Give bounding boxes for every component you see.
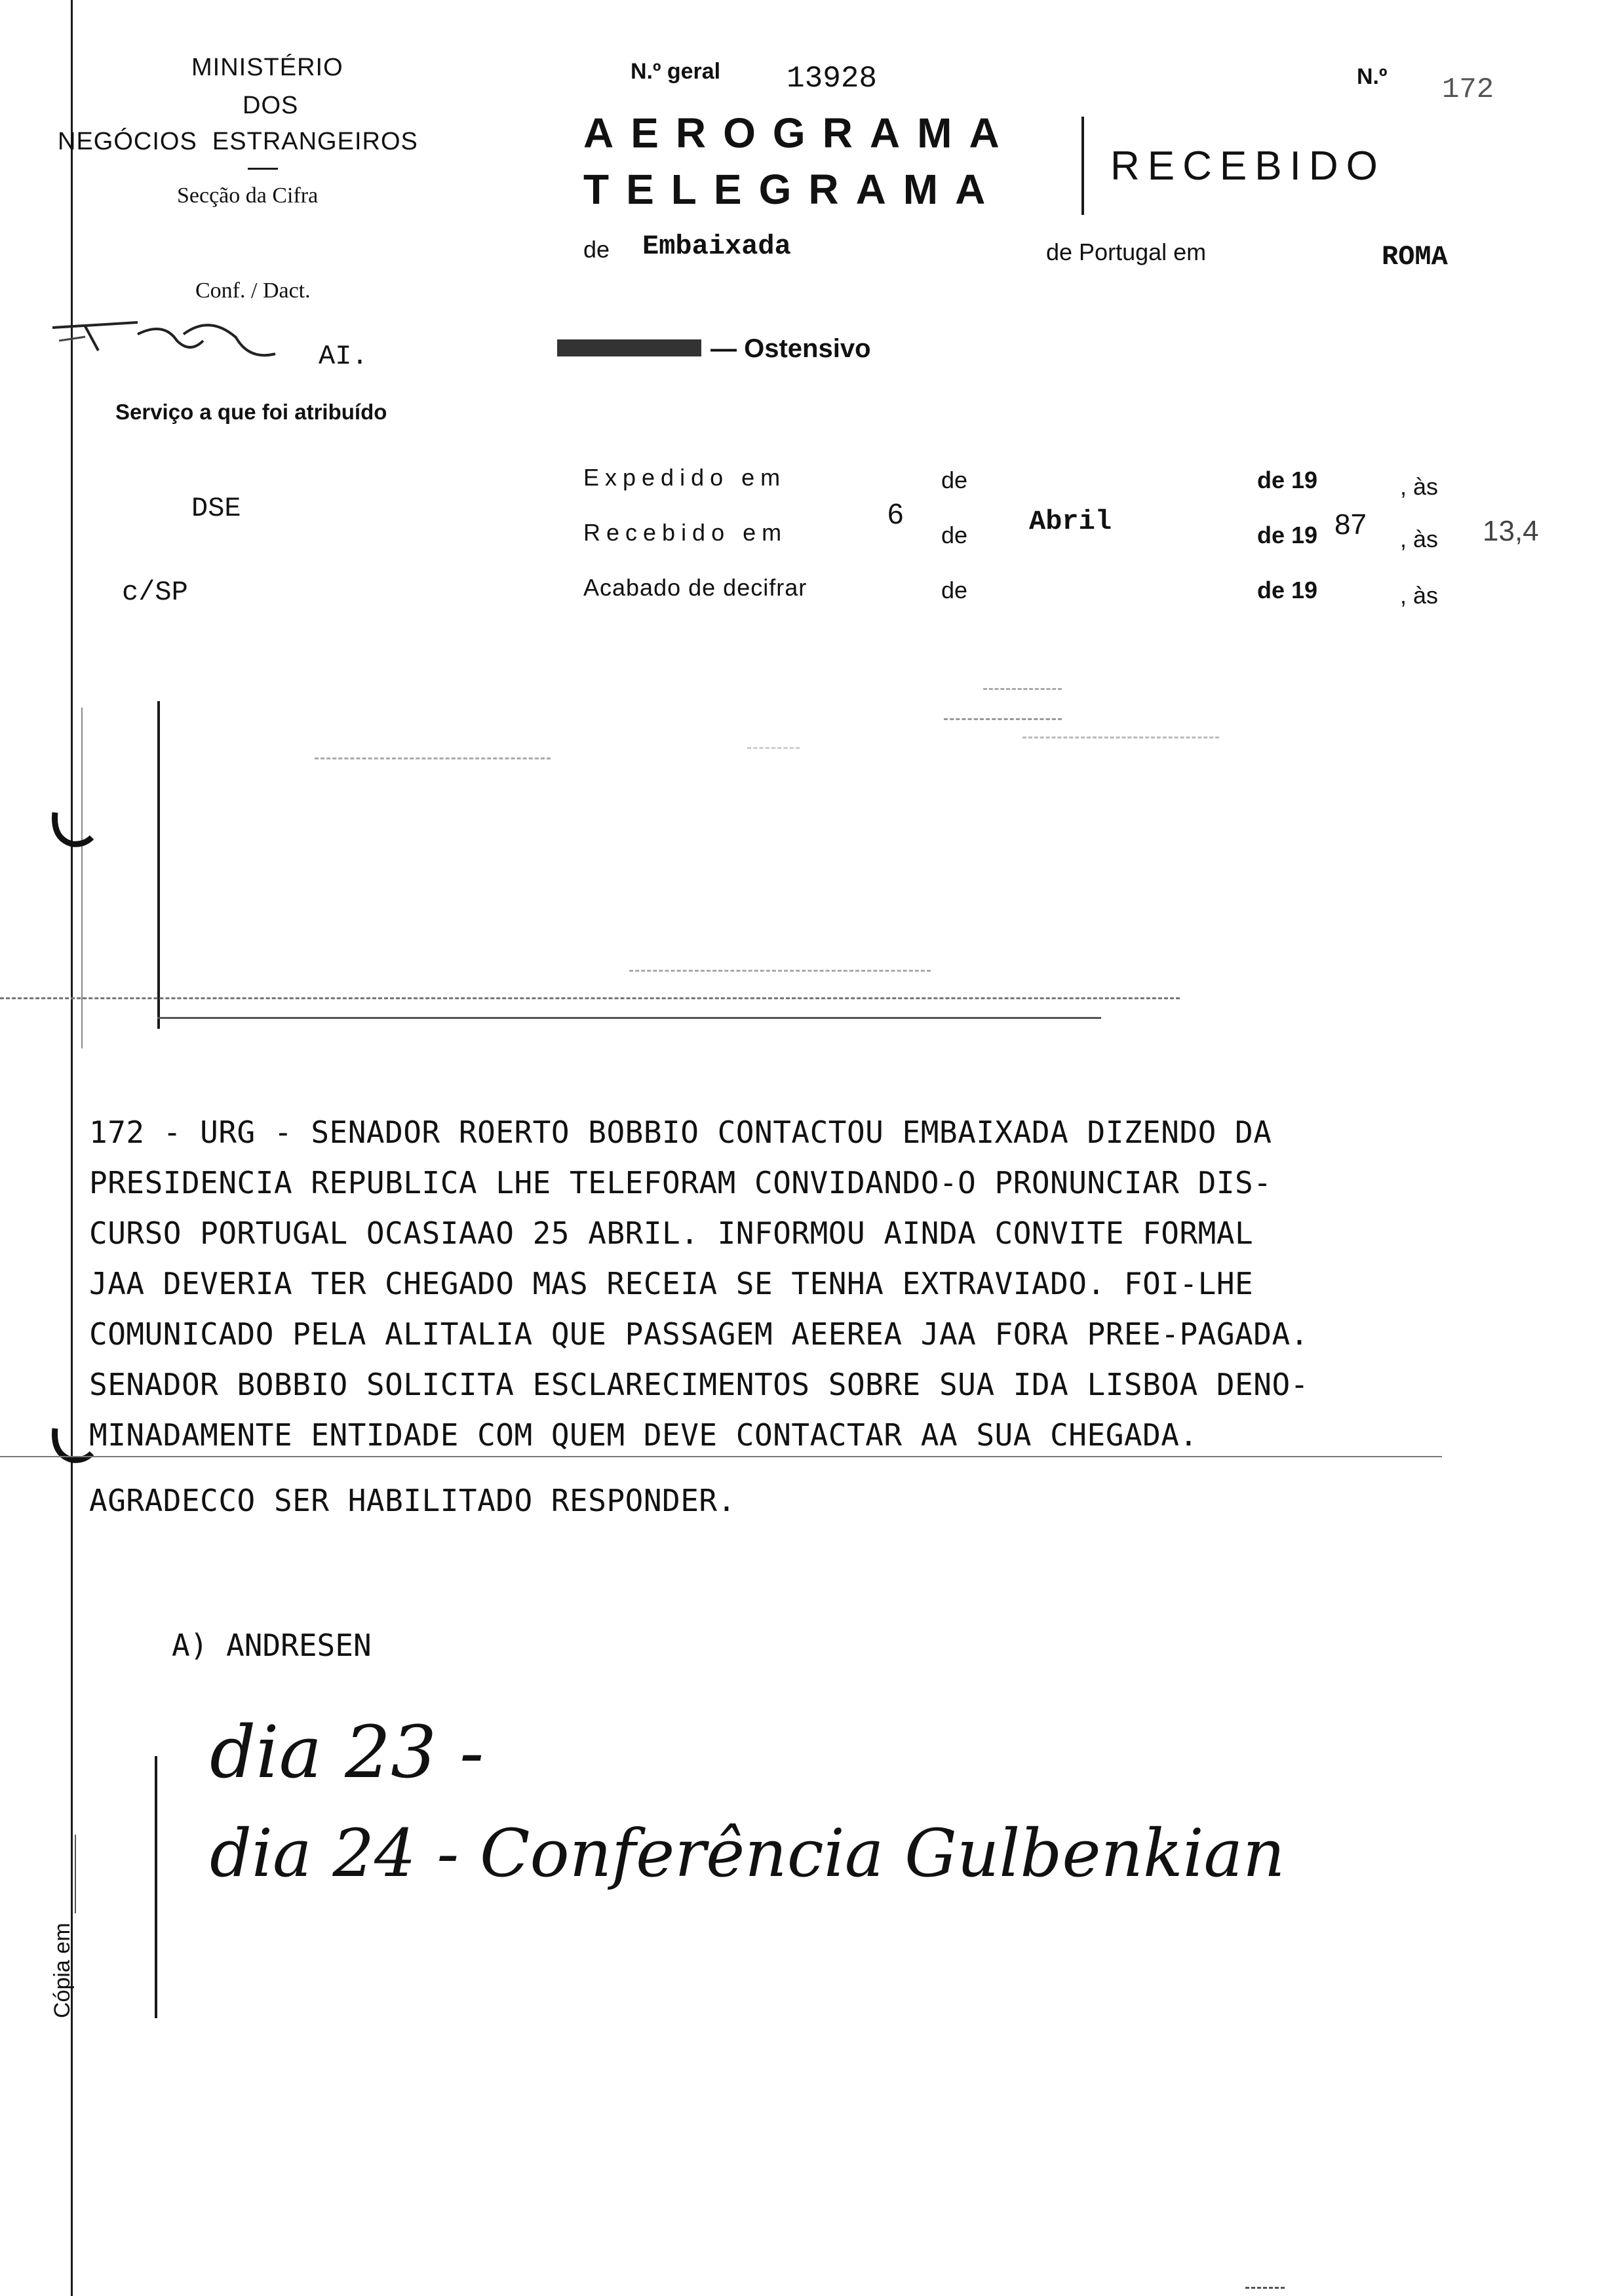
service-label: Serviço a que foi atribuído [115, 400, 387, 424]
type-aerograma: AEROGRAMA [583, 109, 1017, 157]
de-label: de [583, 236, 610, 263]
expedido-de: de [941, 467, 968, 493]
numero-value: 172 [1442, 73, 1494, 106]
fold-line-3 [629, 970, 931, 972]
classification: — Ostensivo [710, 334, 871, 363]
acabado-de: de [941, 577, 968, 603]
faint-line-1 [983, 688, 1062, 690]
recebido-month: Abril [1029, 506, 1112, 537]
handwritten-line-2: dia 24 - Conferência Gulbenkian [210, 1815, 1285, 1892]
portugal-label: de Portugal em [1046, 239, 1207, 265]
acabado-as: , às [1400, 582, 1439, 609]
handwritten-bracket [155, 1756, 157, 2018]
expedido-de19: de 19 [1257, 467, 1318, 493]
expedido-as: , às [1400, 473, 1439, 500]
conf-dact-label: Conf. / Dact. [195, 278, 311, 303]
punch-mark-top [46, 806, 98, 852]
message-line-2: PRESIDENCIA REPUBLICA LHE TELEFORAM CONVIDANDO-O PRONUNCIAR DIS- [89, 1165, 1272, 1200]
numero-geral-label: N.º geral [631, 59, 721, 84]
recebido-as: , às [1400, 526, 1439, 552]
handwritten-line-1: dia 23 - [210, 1710, 484, 1794]
expedido-label: Expedido em [583, 464, 787, 491]
message-line-6: SENADOR BOBBIO SOLICITA ESCLARECIMENTOS SOBRE SUA IDA LISBOA DENO- [89, 1367, 1309, 1402]
ministry-line1: MINISTÉRIO [191, 54, 343, 81]
numero-label: N.º [1357, 64, 1388, 89]
bottom-speck-line [1245, 2287, 1285, 2289]
type-separator [1081, 117, 1084, 215]
copia-label: Cópia em [50, 1923, 75, 2018]
faint-line-4 [315, 757, 551, 759]
section-name: Secção da Cifra [177, 183, 319, 208]
message-line-7: MINADAMENTE ENTIDADE COM QUEM DEVE CONTACTAR AA SUA CHEGADA. [89, 1417, 1198, 1453]
signature-text: A) ANDRESEN [172, 1628, 372, 1663]
faint-line-2 [944, 718, 1062, 720]
ministry-underline [248, 168, 278, 170]
initials-value: AI. [319, 341, 368, 372]
de-value: Embaixada [642, 231, 791, 262]
message-line-8: AGRADECCO SER HABILITADO RESPONDER. [89, 1483, 736, 1518]
type-telegrama: TELEGRAMA [583, 166, 1003, 213]
ministry-line3: NEGÓCIOS ESTRANGEIROS [58, 128, 418, 155]
message-line-1: 172 - URG - SENADOR ROERTO BOBBIO CONTACTOU EMBAIXADA DIZENDO DA [89, 1115, 1272, 1150]
service-value: DSE [191, 493, 241, 524]
numero-geral-value: 13928 [787, 62, 878, 96]
sub-service-value: c/SP [122, 577, 188, 608]
fold-line-2 [157, 1017, 1101, 1019]
message-line-4: JAA DEVERIA TER CHEGADO MAS RECEIA SE TENHA EXTRAVIADO. FOI-LHE [89, 1266, 1254, 1301]
recebido-de: de [941, 522, 968, 548]
message-line-3: CURSO PORTUGAL OCASIAAO 25 ABRIL. INFORMOU AINDA CONVITE FORMAL [89, 1215, 1254, 1251]
recebido-label: Recebido em [583, 519, 788, 546]
acabado-label: Acabado de decifrar [583, 574, 808, 601]
recebido-de19: de 19 [1257, 522, 1318, 548]
status-recebido: RECEBIDO [1110, 144, 1386, 189]
recebido-year: 87 [1334, 508, 1367, 541]
ministry-line2: DOS [243, 92, 299, 119]
faint-line-3 [1022, 737, 1219, 738]
classification-struck [557, 334, 701, 362]
recebido-day: 6 [887, 498, 904, 530]
signature-scribble [39, 308, 328, 380]
copia-underline [75, 1835, 76, 1913]
faint-line-5 [747, 747, 800, 749]
recebido-time: 13,4 [1483, 515, 1539, 547]
inner-bracket-left [157, 701, 160, 1029]
acabado-de19: de 19 [1257, 577, 1318, 603]
message-line-5: COMUNICADO PELA ALITALIA QUE PASSAGEM AEEREA JAA FORA PREE-PAGADA. [89, 1316, 1309, 1352]
city-value: ROMA [1382, 241, 1448, 273]
fold-line-1 [0, 997, 1180, 999]
